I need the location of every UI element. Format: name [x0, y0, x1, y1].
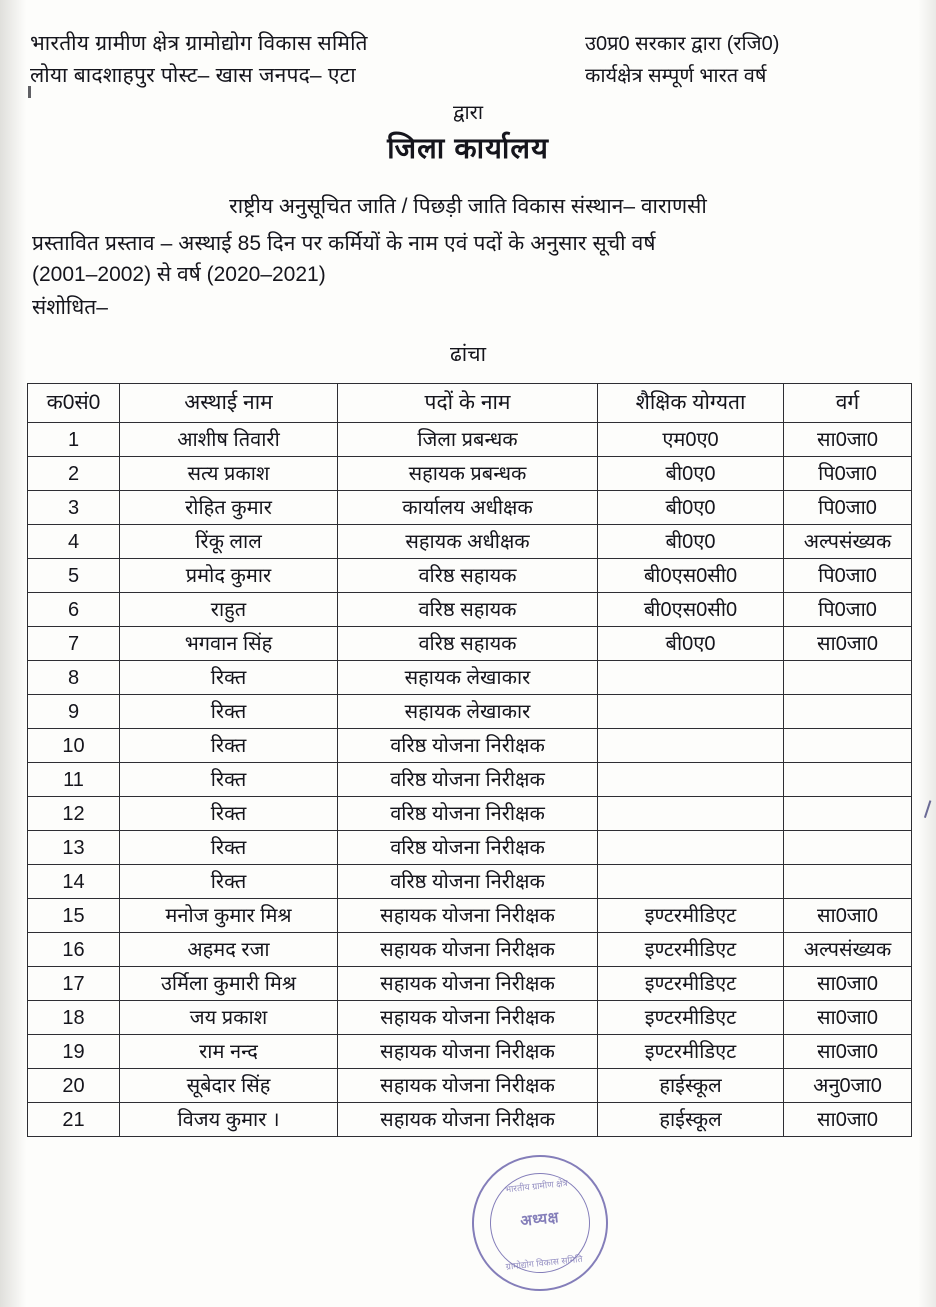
cell-name: रिक्त [120, 831, 338, 865]
cell-name: सत्य प्रकाश [120, 457, 338, 491]
cell-name: भगवान सिंह [120, 627, 338, 661]
cell-name: जय प्रकाश [120, 1001, 338, 1035]
table-row [28, 423, 912, 457]
cell-category: सा0जा0 [784, 967, 912, 1001]
cell-post: वरिष्ठ योजना निरीक्षक [338, 797, 598, 831]
cell-name: रिक्त [120, 865, 338, 899]
cell-category: सा0जा0 [784, 899, 912, 933]
cell-name: रिक्त [120, 797, 338, 831]
cell-category [784, 831, 912, 865]
cell-serial: 17 [28, 967, 120, 1001]
table-row [28, 831, 912, 865]
cell-serial: 14 [28, 865, 120, 899]
cell-post: वरिष्ठ योजना निरीक्षक [338, 831, 598, 865]
cell-category: पि0जा0 [784, 491, 912, 525]
cell-post: जिला प्रबन्धक [338, 423, 598, 457]
cell-serial: 10 [28, 729, 120, 763]
cell-serial: 4 [28, 525, 120, 559]
table-row [28, 967, 912, 1001]
cell-serial: 3 [28, 491, 120, 525]
table-row [28, 593, 912, 627]
cell-serial: 9 [28, 695, 120, 729]
cell-education: बी0ए0 [598, 491, 784, 525]
institute-line: राष्ट्रीय अनुसूचित जाति / पिछड़ी जाति विकास संस्थान– वाराणसी [229, 195, 707, 218]
table-row [28, 933, 912, 967]
table-row [28, 491, 912, 525]
cell-education: हाईस्कूल [598, 1103, 784, 1137]
cell-name: रिंकू लाल [120, 525, 338, 559]
table-row [28, 1103, 912, 1137]
table-row [28, 1001, 912, 1035]
cell-serial: 15 [28, 899, 120, 933]
table-row [28, 729, 912, 763]
table-row [28, 525, 912, 559]
cell-education: बी0ए0 [598, 627, 784, 661]
cell-education [598, 831, 784, 865]
cell-education [598, 661, 784, 695]
cell-category [784, 729, 912, 763]
cell-category: पि0जा0 [784, 457, 912, 491]
cell-category: सा0जा0 [784, 627, 912, 661]
cell-category: अल्पसंख्यक [784, 933, 912, 967]
cell-post: सहायक योजना निरीक्षक [338, 1103, 598, 1137]
organisation-address: लोया बादशाहपुर पोस्ट– खास जनपद– एटा [30, 64, 356, 87]
table-row [28, 627, 912, 661]
stamp-top-text: भारतीय ग्रामीण क्षेत्र [504, 1177, 569, 1195]
cell-post: सहायक योजना निरीक्षक [338, 1069, 598, 1103]
table-header-row [28, 384, 912, 423]
cell-education [598, 797, 784, 831]
proposal-block [32, 228, 912, 323]
cell-education: बी0एस0सी0 [598, 593, 784, 627]
cell-category [784, 661, 912, 695]
cell-post: वरिष्ठ योजना निरीक्षक [338, 763, 598, 797]
cell-serial: 16 [28, 933, 120, 967]
cell-post: सहायक योजना निरीक्षक [338, 967, 598, 1001]
operational-area: कार्यक्षेत्र सम्पूर्ण भारत वर्ष [585, 65, 767, 87]
cell-category [784, 695, 912, 729]
dwara-label: द्वारा [452, 102, 484, 124]
cell-category: पि0जा0 [784, 559, 912, 593]
cell-serial: 11 [28, 763, 120, 797]
cell-post: वरिष्ठ सहायक [338, 559, 598, 593]
stamp-center-text: अध्यक्ष [519, 1209, 560, 1230]
cell-serial: 13 [28, 831, 120, 865]
cell-post: सहायक अधीक्षक [338, 525, 598, 559]
cell-name: रिक्त [120, 661, 338, 695]
cell-post: वरिष्ठ योजना निरीक्षक [338, 729, 598, 763]
cell-category: सा0जा0 [784, 1001, 912, 1035]
cell-post: सहायक योजना निरीक्षक [338, 933, 598, 967]
pen-stroke-mark [911, 796, 932, 818]
cell-serial: 7 [28, 627, 120, 661]
organisation-name: भारतीय ग्रामीण क्षेत्र ग्रामोद्योग विकास समिति [30, 32, 368, 55]
stamp-bottom-text: ग्रामोद्योग विकास समिति [505, 1253, 584, 1272]
cell-serial: 20 [28, 1069, 120, 1103]
cell-name: रिक्त [120, 729, 338, 763]
cell-name: अहमद रजा [120, 933, 338, 967]
column-header-name: अस्थाई नाम [120, 384, 338, 423]
cell-name: रिक्त [120, 763, 338, 797]
page-title: जिला कार्यालय [387, 133, 549, 165]
cell-education [598, 729, 784, 763]
cell-category: सा0जा0 [784, 1103, 912, 1137]
cell-category: पि0जा0 [784, 593, 912, 627]
cell-post: सहायक योजना निरीक्षक [338, 1035, 598, 1069]
cell-education: बी0एस0सी0 [598, 559, 784, 593]
cell-serial: 19 [28, 1035, 120, 1069]
cell-name: मनोज कुमार मिश्र [120, 899, 338, 933]
cell-serial: 12 [28, 797, 120, 831]
table-row [28, 559, 912, 593]
structure-label: ढांचा [449, 343, 487, 366]
cell-category: सा0जा0 [784, 423, 912, 457]
cell-name: विजय कुमार । [120, 1103, 338, 1137]
table-row [28, 457, 912, 491]
column-header-post: पदों के नाम [338, 384, 598, 423]
table-row [28, 865, 912, 899]
cell-serial: 1 [28, 423, 120, 457]
table-row [28, 763, 912, 797]
cell-name: राम नन्द [120, 1035, 338, 1069]
column-header-education: शैक्षिक योग्यता [598, 384, 784, 423]
cell-post: सहायक योजना निरीक्षक [338, 1001, 598, 1035]
cell-name: रिक्त [120, 695, 338, 729]
cell-education: इण्टरमीडिएट [598, 1035, 784, 1069]
proposal-line-1: प्रस्तावित प्रस्ताव – अस्थाई 85 दिन पर कर्मियों के नाम एवं पदों के अनुसार सूची वर्ष [32, 232, 656, 255]
cell-education: बी0ए0 [598, 457, 784, 491]
cell-post: वरिष्ठ योजना निरीक्षक [338, 865, 598, 899]
cell-education: इण्टरमीडिएट [598, 1001, 784, 1035]
cell-serial: 2 [28, 457, 120, 491]
cell-post: सहायक प्रबन्धक [338, 457, 598, 491]
cell-post: सहायक योजना निरीक्षक [338, 899, 598, 933]
cell-serial: 21 [28, 1103, 120, 1137]
table-row [28, 899, 912, 933]
table-row [28, 797, 912, 831]
table-row [28, 1069, 912, 1103]
table-row [28, 1035, 912, 1069]
cell-post: कार्यालय अधीक्षक [338, 491, 598, 525]
cell-education: बी0ए0 [598, 525, 784, 559]
cell-category: सा0जा0 [784, 1035, 912, 1069]
cell-name: आशीष तिवारी [120, 423, 338, 457]
cell-post: सहायक लेखाकार [338, 661, 598, 695]
cell-education [598, 865, 784, 899]
registration-block [585, 28, 925, 92]
staff-roster-table [27, 383, 912, 1137]
proposal-line-2: (2001–2002) से वर्ष (2020–2021) [32, 263, 326, 286]
cell-name: उर्मिला कुमारी मिश्र [120, 967, 338, 1001]
cell-category [784, 763, 912, 797]
cell-serial: 6 [28, 593, 120, 627]
table-body [28, 423, 912, 1137]
cell-post: वरिष्ठ सहायक [338, 593, 598, 627]
cell-education: एम0ए0 [598, 423, 784, 457]
registration-authority: उ0प्र0 सरकार द्वारा (रजि0) [585, 33, 780, 55]
proposal-line-3: संशोधित– [32, 296, 108, 319]
cell-category [784, 865, 912, 899]
cell-serial: 18 [28, 1001, 120, 1035]
cell-name: राहुत [120, 593, 338, 627]
cell-education: इण्टरमीडिएट [598, 899, 784, 933]
table-row [28, 695, 912, 729]
cell-serial: 8 [28, 661, 120, 695]
cell-education: इण्टरमीडिएट [598, 967, 784, 1001]
cell-category: अनु0जा0 [784, 1069, 912, 1103]
official-stamp [465, 1148, 614, 1297]
cell-education: इण्टरमीडिएट [598, 933, 784, 967]
cell-name: सूबेदार सिंह [120, 1069, 338, 1103]
cell-category [784, 797, 912, 831]
cell-education [598, 695, 784, 729]
column-header-category: वर्ग [784, 384, 912, 423]
cell-serial: 5 [28, 559, 120, 593]
cell-education [598, 763, 784, 797]
cell-post: वरिष्ठ सहायक [338, 627, 598, 661]
column-header-serial: क0सं0 [28, 384, 120, 423]
organisation-block [30, 28, 500, 92]
table-row [28, 661, 912, 695]
cell-name: प्रमोद कुमार [120, 559, 338, 593]
cell-name: रोहित कुमार [120, 491, 338, 525]
cell-education: हाईस्कूल [598, 1069, 784, 1103]
cell-post: सहायक लेखाकार [338, 695, 598, 729]
cell-category: अल्पसंख्यक [784, 525, 912, 559]
